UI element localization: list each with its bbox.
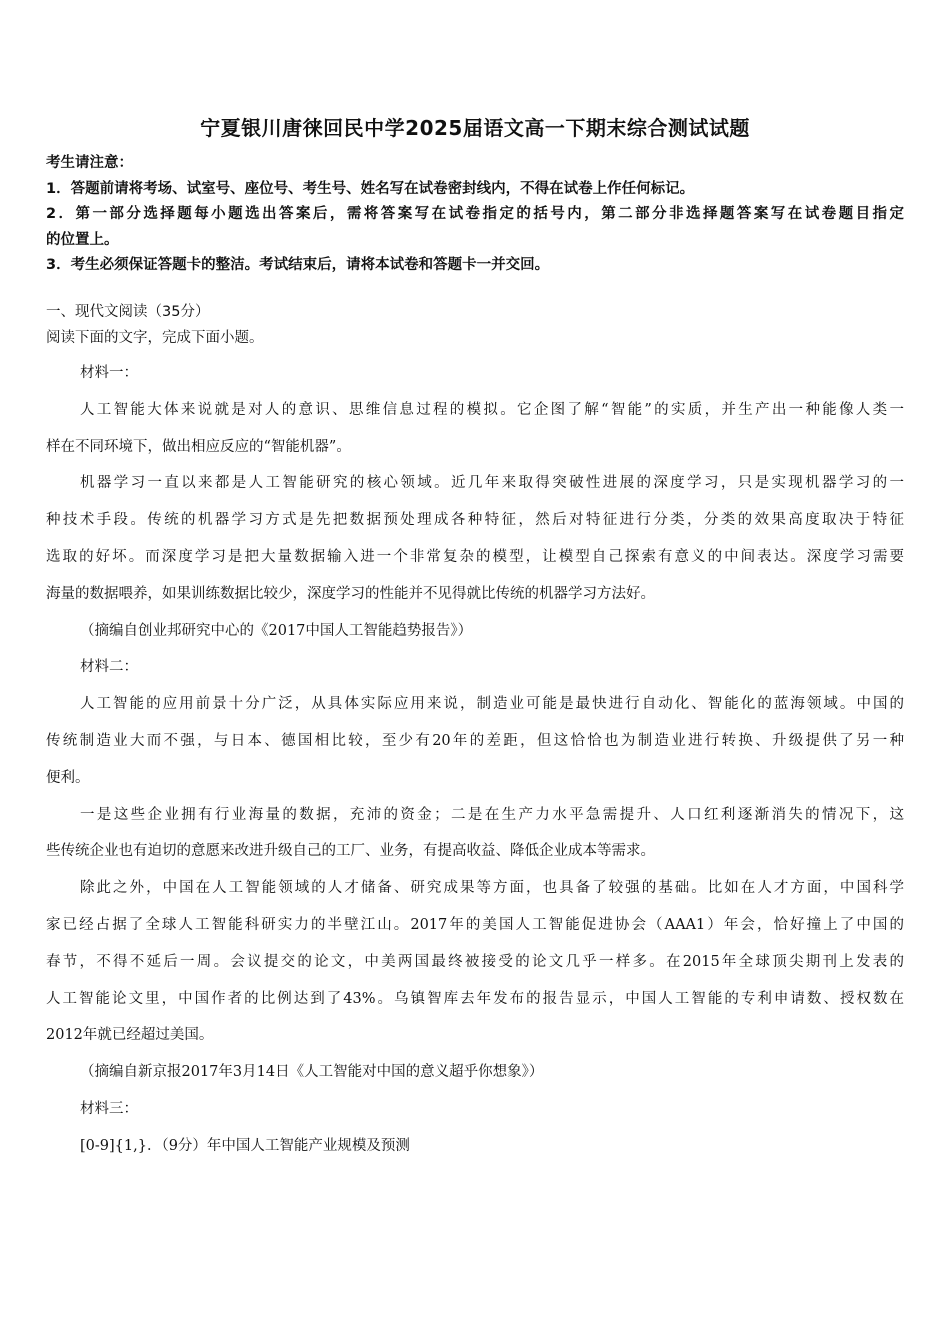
section-instruction: 阅读下面的文字，完成下面小题。 [46, 330, 264, 346]
paragraph-line: 海量的数据喂养，如果训练数据比较少，深度学习的性能并不见得就比传统的机器学习方法好。 [46, 585, 655, 602]
notice-item: 2．第一部分选择题每小题选出答案后，需将答案写在试卷指定的括号内，第二部分非选择题答案写在试卷题目指定 [46, 206, 904, 222]
material-label: 材料一： [80, 365, 138, 381]
paragraph-line: 人工智能论文里，中国作者的比例达到了43%。乌镇智库去年发布的报告显示，中国人工智能的专利申请数、授权数在 [46, 990, 904, 1007]
paragraph-line: 家已经占据了全球人工智能科研实力的半壁江山。2017年的美国人工智能促进协会（AAA1）年会，恰好撞上了中国的 [46, 916, 904, 933]
paragraph-line: 种技术手段。传统的机器学习方式是先把数据预处理成各种特征，然后对特征进行分类，分类的效果高度取决于特征 [46, 512, 904, 529]
source-citation: （摘编自创业邦研究中心的《2017中国人工智能趋势报告》） [80, 622, 473, 639]
paragraph-line: 2012年就已经超过美国。 [46, 1027, 214, 1044]
reading-passage [46, 355, 904, 1165]
paragraph-line: 一是这些企业拥有行业海量的数据，充沛的资金；二是在生产力水平急需提升、人口红利逐渐消失的情况下，这 [80, 806, 904, 823]
paragraph-line: 机器学习一直以来都是人工智能研究的核心领域。近几年来取得突破性进展的深度学习，只是实现机器学习的一 [80, 475, 904, 492]
source-citation: （摘编自新京报2017年3月14日《人工智能对中国的意义超乎你想象》） [80, 1064, 544, 1081]
paragraph-line: 春节，不得不延后一周。会议提交的论文，中美两国最终被接受的论文几乎一样多。在2015年全球顶尖期刊上发表的 [46, 953, 904, 970]
paragraph-line: 人工智能大体来说就是对人的意识、思维信息过程的模拟。它企图了解“智能”的实质，并生产出一种能像人类一 [80, 401, 904, 418]
page-title: 宁夏银川唐徕回民中学2025届语文高一下期末综合测试试题 [200, 116, 750, 140]
paragraph-line: 选取的好坏。而深度学习是把大量数据输入进一个非常复杂的模型，让模型自己探索有意义的中间表达。深度学习需要 [46, 548, 904, 565]
notice-heading: 考生请注意： [46, 155, 133, 171]
notice-item: 1．答题前请将考场、试室号、座位号、考生号、姓名写在试卷密封线内，不得在试卷上作任何标记。 [46, 180, 695, 197]
paragraph-line: 人工智能的应用前景十分广泛，从具体实际应用来说，制造业可能是最快进行自动化、智能化的蓝海领域。中国的 [80, 696, 904, 713]
paragraph-line: 传统制造业大而不强，与日本、德国相比较，至少有20年的差距，但这恰恰也为制造业进行转换、升级提供了另一种 [46, 732, 904, 749]
notice-item: 3．考生必须保证答题卡的整洁。考试结束后，请将本试卷和答题卡一并交回。 [46, 257, 550, 273]
paragraph-line: 样在不同环境下，做出相应反应的“智能机器”。 [46, 438, 351, 455]
chart-caption: [0-9]{1,}．（9分）年中国人工智能产业规模及预测 [80, 1137, 410, 1154]
section-heading: 一、现代文阅读（35分） [46, 304, 210, 320]
material-label: 材料二： [80, 659, 138, 676]
paragraph-line: 便利。 [46, 769, 90, 786]
notice-item: 的位置上。 [46, 231, 119, 248]
paragraph-line: 除此之外，中国在人工智能领域的人才储备、研究成果等方面，也具备了较强的基础。比如在人才方面，中国科学 [80, 880, 904, 897]
material-label: 材料三： [80, 1100, 138, 1117]
exam-notice [46, 151, 904, 279]
paragraph-line: 些传统企业也有迫切的意愿来改进升级自己的工厂、业务，有提高收益、降低企业成本等需求。 [46, 843, 655, 860]
